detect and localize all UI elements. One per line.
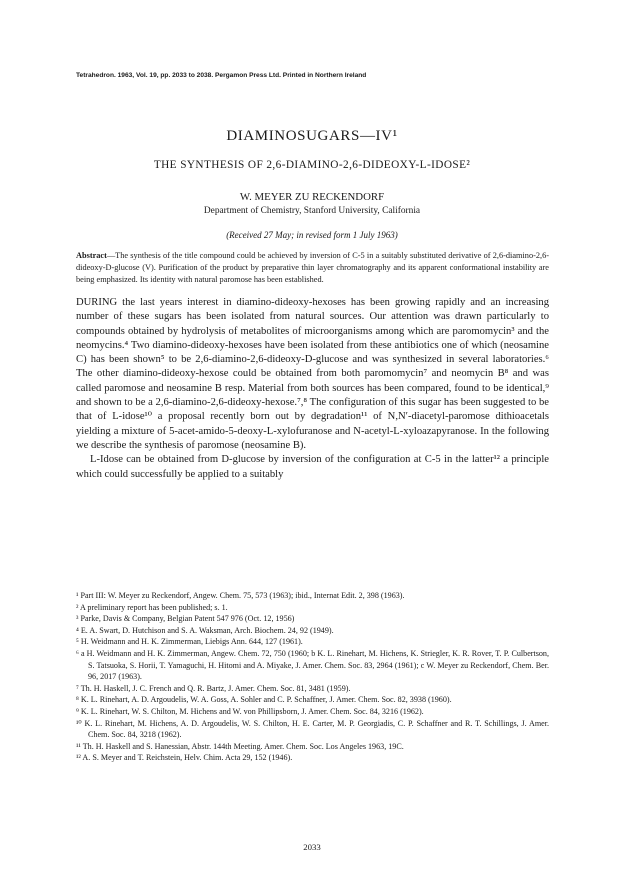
footnote: ⁵ H. Weidmann and H. K. Zimmerman, Liebigs Ann. 644, 127 (1961). [76,637,303,647]
footnote: ¹ Part III: W. Meyer zu Reckendorf, Angew. Chem. 75, 573 (1963); ibid., Internat Edit. 2, 398 (1963). [76,591,405,600]
footnote: ³ Parke, Davis & Company, Belgian Patent 547 976 (Oct. 12, 1956) [76,614,295,624]
footnote: ² A preliminary report has been published; s. 1. [76,602,228,612]
author-affiliation: Department of Chemistry, Stanford University, California [203,206,421,216]
body-paragraph: L-Idose can be obtained from D-glucose by inversion of the configuration at C-5 in the latter¹² a principle which could successfully be applied to a suitably [76,454,549,480]
abstract [76,250,549,286]
author-name: W. MEYER ZU RECKENDORF [239,191,385,203]
running-head: Tetrahedron. 1963, Vol. 19, pp. 2033 to 2038. Pergamon Press Ltd. Printed in Northern Ireland [76,72,367,79]
footnote: ¹⁰ K. L. Rinehart, M. Hichens, A. D. Argoudelis, W. S. Chilton, H. E. Carter, M. P. Georgiadis, C. P. Schaffner and R. T. Schillings, J. Amer. Chem. Soc. 84, 3218 (1962). [76,718,549,740]
article-subtitle: THE SYNTHESIS OF 2,6-DIAMINO-2,6-DIDEOXY-L-IDOSE² [153,159,471,171]
footnote: ⁶ a H. Weidmann and H. K. Zimmerman, Angew. Chem. 72, 750 (1960; b K. L. Rinehart, M. Hichens, K. Striegler, K. R. Rover, T. P. Culbertson, S. Tatsuoka, S. Horii, T. Yamaguchi, H. Hitomi and A. Miyake, J. Amer. Chem. Soc. 83, 2964 (1961); c W. Meyer zu Reckendorf, Chem. Ber. 96, 2017 (1963). [76,648,549,682]
body-text [76,296,549,482]
abstract-text: —The synthesis of the title compound could be achieved by inversion of C-5 in a suitably substituted derivative of 2,6-diamino-2,6-dideoxy-D-glucose (V). Purification of the product by preparative thin layer chromatography and its apparent conformational instability are being emphasized. Its identity with natural paromose has been established. [76,251,549,285]
footnote: ⁸ K. L. Rinehart, A. D. Argoudelis, W. A. Goss, A. Sohler and C. P. Schaffner, J. Amer. Chem. Soc. 82, 3938 (1960). [76,695,452,705]
footnote: ⁷ Th. H. Haskell, J. C. French and Q. R. Bartz, J. Amer. Chem. Soc. 81, 3481 (1959). [76,683,351,693]
received-dates: (Received 27 May; in revised form 1 July 1963) [226,230,398,240]
footnote: ⁴ E. A. Swart, D. Hutchison and S. A. Waksman, Arch. Biochem. 24, 92 (1949). [76,625,334,635]
footnotes [76,590,549,764]
page-number: 2033 [303,842,321,852]
body-paragraph: DURING the last years interest in diamino-dideoxy-hexoses has been growing rapidly and an increasing number of these sugars has been isolated from natural sources. Our attention was drawn particularly to compounds obtained by hydrolysis of metabolites of microorganisms among which are paromomycin³ and the neomycins.⁴ Two diamino-dideoxy-hexoses have been isolated from these antibiotics one of which (neosamine C) has been shown⁵ to be 2,6-diamino-2,6-dideoxy-D-glucose and was synthesized in several laboratories.⁶ The other diamino-dideoxy-hexose could be obtained from both paromomycin⁷ and neomycin B⁸ and was called paromose and neosamine B resp. Material from both sources has been compared, found to be identical,⁹ and shown to be a 2,6-diamino-2,6-dideoxy-hexose.⁷,⁸ The configuration of this sugar has been suggested to be that of L-idose¹⁰ a proposal recently born out by degradation¹¹ of N,N′-diacetyl-paromose dithioacetals yielding a mixture of 5-acet-amido-5-deoxy-L-xylofuranose and N-acetyl-L-xyloazapyranose. In the following we describe the synthesis of paromose (neosamine B). [76,297,549,451]
footnote: ⁹ K. L. Rinehart, W. S. Chilton, M. Hichens and W. von Phillipsborn, J. Amer. Chem. Soc. 84, 3216 (1962). [76,706,424,716]
article-title: DIAMINOSUGARS—IV¹ [226,128,398,144]
footnote: ¹¹ Th. H. Haskell and S. Hanessian, Abstr. 144th Meeting. Amer. Chem. Soc. Los Angeles 1963, 19C. [76,741,404,751]
footnote: ¹² A. S. Meyer and T. Reichstein, Helv. Chim. Acta 29, 152 (1946). [76,753,293,763]
abstract-label: Abstract [76,251,107,260]
